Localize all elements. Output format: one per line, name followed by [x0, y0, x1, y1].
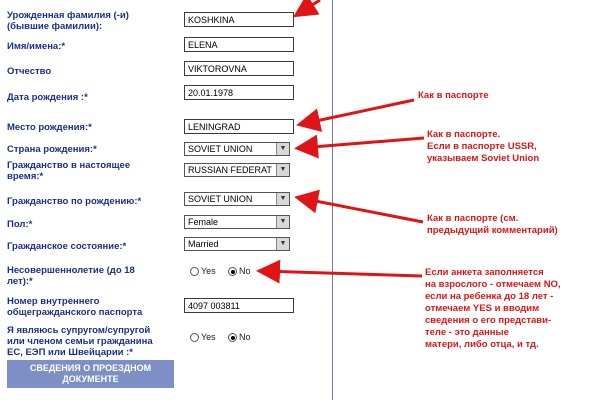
first-name-input[interactable]: ELENA — [184, 37, 294, 52]
label-citizenship-at-birth: Гражданство по рождению:* — [7, 196, 142, 207]
arrow-citizenship-birth — [300, 198, 423, 222]
minor-no-label: No — [239, 266, 251, 276]
current-citizenship-value: RUSSIAN FEDERAT — [188, 165, 272, 175]
chevron-down-icon[interactable]: ▼ — [276, 216, 289, 228]
label-sex: Пол:* — [7, 219, 33, 230]
arrow-place-of-birth — [302, 100, 414, 124]
label-date-of-birth: Дата рождения :* — [7, 92, 88, 103]
chevron-down-icon[interactable]: ▼ — [276, 143, 289, 155]
chevron-down-icon[interactable]: ▼ — [276, 238, 289, 250]
country-of-birth-value: SOVIET UNION — [188, 144, 253, 154]
annotation-citizenship-birth: Как в паспорте (см. предыдущий комментарий) — [427, 213, 558, 236]
date-of-birth-input[interactable]: 20.01.1978 — [184, 85, 294, 100]
arrow-minor — [262, 271, 422, 276]
travel-document-section-header[interactable]: СВЕДЕНИЯ О ПРОЕЗДНОМ ДОКУМЕНТЕ — [7, 360, 174, 388]
label-maiden-name: Урожденная фамилия (-и) (бывшие фамилии): — [7, 10, 129, 32]
sex-value: Female — [188, 217, 219, 227]
eu-family-no-label: No — [239, 332, 251, 342]
patronymic-input[interactable]: VIKTOROVNA — [184, 61, 294, 76]
eu-family-yes-label: Yes — [201, 332, 216, 342]
label-minor: Несовершеннолетие (до 18 лет):* — [7, 265, 135, 287]
label-patronymic: Отчество — [7, 66, 52, 77]
arrow-top — [298, 0, 320, 14]
internal-passport-input[interactable]: 4097 003811 — [184, 298, 294, 313]
place-of-birth-input[interactable]: LENINGRAD — [184, 119, 294, 134]
annotation-minor-note: Если анкета заполняется на взрослого - отмечаем NO, если на ребенка до 18 лет - отмечаем YES и вводим сведения о его представи- теле - это данные матери, либо отца, и тд. — [425, 267, 561, 350]
annotation-country-of-birth: Как в паспорте. Если в паспорте USSR, указываем Soviet Union — [427, 129, 540, 164]
arrow-country-of-birth — [300, 138, 424, 148]
label-internal-passport: Номер внутреннего общегражданского паспорта — [7, 296, 143, 318]
minor-yes-label: Yes — [201, 266, 216, 276]
label-first-name: Имя/имена:* — [7, 41, 66, 52]
label-place-of-birth: Место рождения:* — [7, 122, 92, 133]
maiden-name-input[interactable]: KOSHKINA — [184, 12, 294, 27]
label-current-citizenship: Гражданство в настоящее время:* — [7, 160, 131, 182]
chevron-down-icon[interactable]: ▼ — [276, 193, 289, 205]
label-eu-family: Я являюсь супругом/супругой или членом семьи гражданина ЕС, ЕЭП или Швейцарии :* — [7, 325, 153, 358]
label-marital-status: Гражданское состояние:* — [7, 241, 127, 252]
marital-status-value: Married — [188, 239, 219, 249]
citizenship-at-birth-value: SOVIET UNION — [188, 194, 253, 204]
chevron-down-icon[interactable]: ▼ — [276, 164, 289, 176]
annotation-as-in-passport: Как в паспорте — [418, 90, 489, 101]
label-country-of-birth: Страна рождения:* — [7, 144, 97, 155]
